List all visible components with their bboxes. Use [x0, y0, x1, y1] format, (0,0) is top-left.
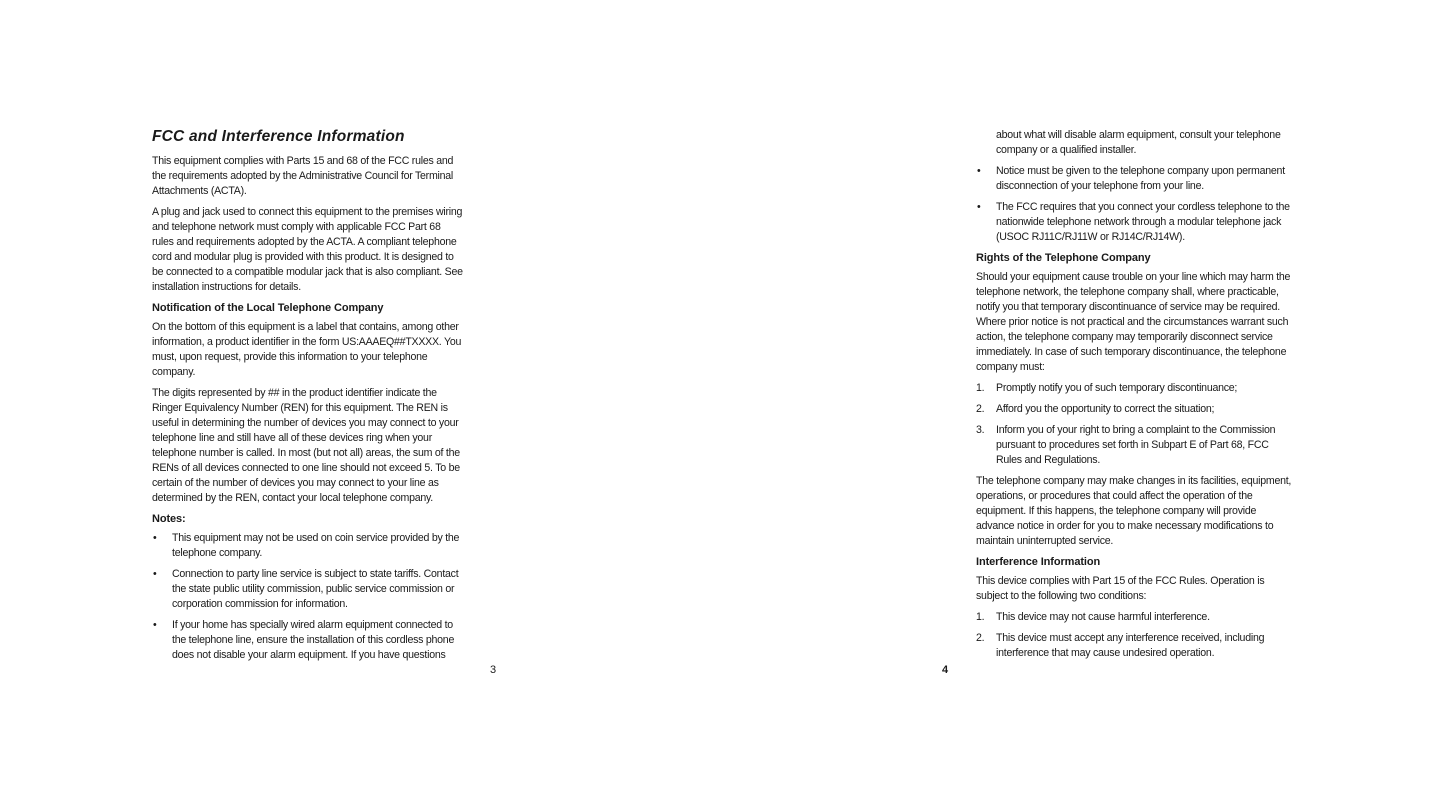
- list-text: Inform you of your right to bring a complaint to the Commission pursuant to procedures set forth in Subpart E of Part 68, FCC Rules and Regulations.: [996, 424, 1276, 466]
- rights-paragraph-1: Should your equipment cause trouble on your line which may harm the telephone network, the telephone company shall, where practicable, notify you that temporary discontinuance of service may be required. Where prior notice is not practical and the circumstances warrant such action, the telephone company may temporarily disconnect service immediately. In case of such temporary discontinuance, the telephone company must:: [976, 271, 1291, 373]
- left-page-column: [152, 128, 464, 669]
- notes-heading: Notes:: [152, 513, 186, 525]
- list-number: 2.: [976, 632, 985, 644]
- list-number: 3.: [976, 424, 985, 436]
- list-item: • The FCC requires that you connect your cordless telephone to the nationwide telephone network through a modular telephone jack (USOC RJ11C/RJ11W or RJ14C/RJ14W).: [976, 200, 1292, 245]
- list-item: • If your home has specially wired alarm equipment connected to the telephone line, ensure the installation of this cordless phone does not disable your alarm equipment. If you have questions: [152, 618, 464, 663]
- list-text: This device may not cause harmful interference.: [996, 611, 1210, 623]
- rights-list: [976, 381, 1292, 468]
- rights-paragraph-2: The telephone company may make changes in its facilities, equipment, operations, or procedures that could affect the operation of the equipment. If this happens, the telephone company will provide advance notice in order for you to make necessary modifications to maintain uninterrupted service.: [976, 475, 1292, 547]
- list-item: • This equipment may not be used on coin service provided by the telephone company.: [152, 531, 464, 561]
- rights-heading: Rights of the Telephone Company: [976, 252, 1151, 264]
- list-item: [976, 402, 1292, 417]
- interference-heading: Interference Information: [976, 556, 1101, 568]
- list-text: This device must accept any interference received, including interference that may cause undesired operation.: [996, 632, 1265, 659]
- notes-list-continued: [976, 164, 1292, 245]
- page-number-right: 4: [942, 664, 949, 676]
- list-text: Promptly notify you of such temporary discontinuance;: [996, 382, 1238, 394]
- interference-list: [976, 610, 1292, 661]
- list-item: [976, 631, 1292, 661]
- list-number: 2.: [976, 403, 985, 415]
- page-number-left: 3: [490, 664, 497, 676]
- list-number: 1.: [976, 382, 985, 394]
- list-item: [976, 381, 1292, 396]
- list-text: Afford you the opportunity to correct the situation;: [996, 403, 1215, 415]
- list-item: • Notice must be given to the telephone company upon permanent disconnection of your telephone from your line.: [976, 164, 1292, 194]
- list-number: 1.: [976, 611, 985, 623]
- page-title: FCC and Interference Information: [152, 128, 405, 145]
- continuation-paragraph: about what will disable alarm equipment, consult your telephone company or a qualified installer.: [996, 129, 1281, 156]
- interference-paragraph: This device complies with Part 15 of the FCC Rules. Operation is subject to the following two conditions:: [976, 575, 1265, 602]
- notification-paragraph-2: The digits represented by ## in the product identifier indicate the Ringer Equivalency Number (REN) for this equipment. The REN is useful in determining the number of devices you may connect to your telephone line and still have all of these devices ring when your telephone number is called. In most (but not all) areas, the sum of the RENs of all devices connected to one line should not exceed 5. To be certain of the number of devices you may connect to your line as determined by the REN, contact your local telephone company.: [152, 387, 460, 504]
- intro-paragraph-2: A plug and jack used to connect this equipment to the premises wiring and telephone network must comply with applicable FCC Part 68 rules and requirements adopted by the ACTA. A compliant telephone cord and modular plug is provided with this product. It is designed to be connected to a compatible modular jack that is also compliant. See installation instructions for details.: [152, 206, 463, 293]
- list-item: • Connection to party line service is subject to state tariffs. Contact the state public utility commission, public service commission or corporation commission for information.: [152, 567, 464, 612]
- right-page-column: [976, 128, 1292, 667]
- list-item: [976, 423, 1292, 468]
- intro-paragraph-1: This equipment complies with Parts 15 and 68 of the FCC rules and the requirements adopted by the Administrative Council for Terminal Attachments (ACTA).: [152, 155, 454, 197]
- notification-paragraph-1: On the bottom of this equipment is a label that contains, among other information, a product identifier in the form US:AAAEQ##TXXXX. You must, upon request, provide this information to your telephone company.: [152, 321, 462, 378]
- notification-heading: Notification of the Local Telephone Company: [152, 302, 384, 314]
- list-item: [976, 610, 1292, 625]
- notes-list: [152, 531, 464, 663]
